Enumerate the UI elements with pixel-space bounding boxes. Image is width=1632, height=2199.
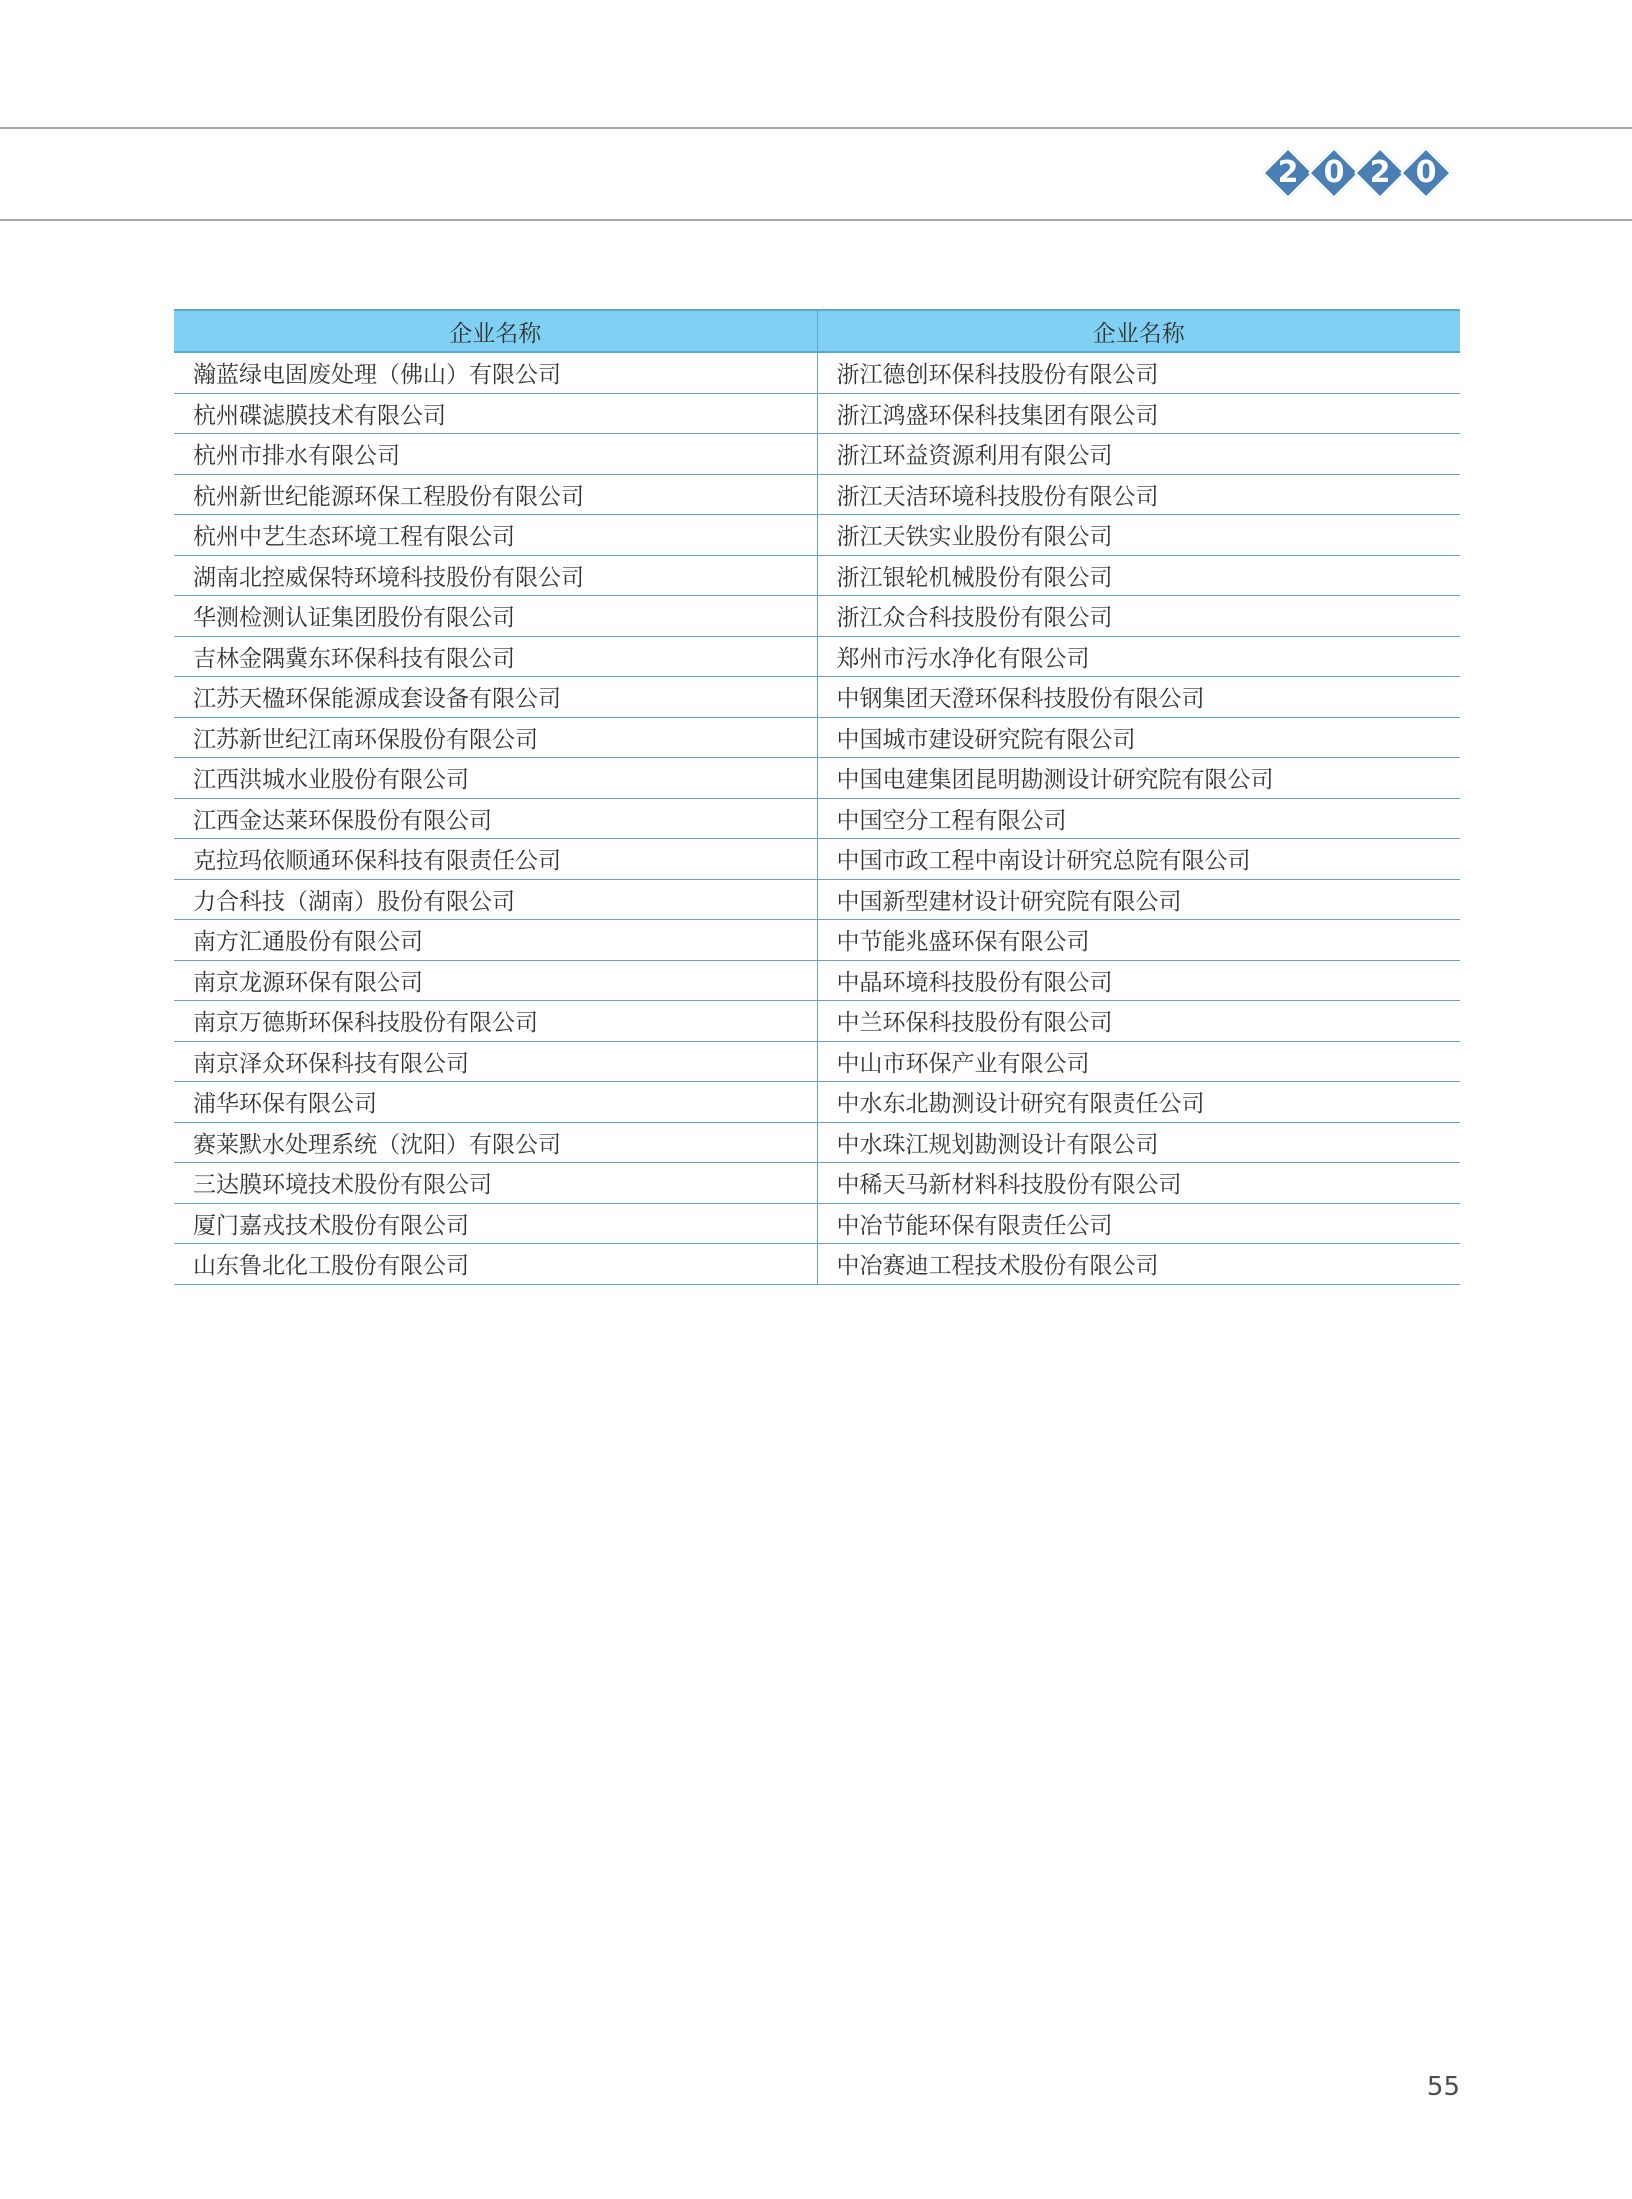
year-digit: 2 [1277, 155, 1299, 190]
company-name-right: 中国城市建设研究院有限公司 [817, 717, 1460, 758]
table-row [174, 555, 1460, 596]
table-row [174, 960, 1460, 1001]
page-number: 55 [1426, 2072, 1460, 2102]
company-name-right: 中稀天马新材料科技股份有限公司 [817, 1163, 1460, 1204]
table-row [174, 920, 1460, 961]
company-name-right: 中钢集团天澄环保科技股份有限公司 [817, 677, 1460, 718]
company-name-right: 浙江天铁实业股份有限公司 [817, 515, 1460, 556]
table-row [174, 1203, 1460, 1244]
company-name-left: 克拉玛依顺通环保科技有限责任公司 [174, 839, 817, 880]
table-row [174, 636, 1460, 677]
table-row [174, 717, 1460, 758]
table-row [174, 1122, 1460, 1163]
company-name-right: 中国空分工程有限公司 [817, 798, 1460, 839]
company-name-right: 中冶赛迪工程技术股份有限公司 [817, 1244, 1460, 1285]
table-row [174, 798, 1460, 839]
company-name-right: 浙江众合科技股份有限公司 [817, 596, 1460, 637]
table-row [174, 677, 1460, 718]
company-name-left: 瀚蓝绿电固废处理（佛山）有限公司 [174, 352, 817, 393]
company-name-right: 中国电建集团昆明勘测设计研究院有限公司 [817, 758, 1460, 799]
table-row [174, 1041, 1460, 1082]
table-row [174, 434, 1460, 475]
table-row [174, 1244, 1460, 1285]
year-digit: 0 [1323, 155, 1345, 190]
year-digit: 2 [1369, 155, 1391, 190]
table-row [174, 1001, 1460, 1042]
column-header-left: 企业名称 [174, 310, 817, 352]
year-digit-diamond [1400, 147, 1452, 199]
company-name-right: 中水东北勘测设计研究有限责任公司 [817, 1082, 1460, 1123]
company-name-right: 中兰环保科技股份有限公司 [817, 1001, 1460, 1042]
table-row [174, 839, 1460, 880]
column-header-right: 企业名称 [817, 310, 1460, 352]
company-name-left: 南京龙源环保有限公司 [174, 960, 817, 1001]
company-name-left: 南京泽众环保科技有限公司 [174, 1041, 817, 1082]
company-name-right: 中山市环保产业有限公司 [817, 1041, 1460, 1082]
company-name-left: 力合科技（湖南）股份有限公司 [174, 879, 817, 920]
table-header-row [174, 310, 1460, 352]
header-top-rule [0, 127, 1632, 129]
company-name-left: 江西金达莱环保股份有限公司 [174, 798, 817, 839]
company-name-left: 杭州新世纪能源环保工程股份有限公司 [174, 474, 817, 515]
company-name-left: 华测检测认证集团股份有限公司 [174, 596, 817, 637]
table-row [174, 474, 1460, 515]
company-name-right: 浙江环益资源利用有限公司 [817, 434, 1460, 475]
table-row [174, 393, 1460, 434]
company-name-right: 浙江德创环保科技股份有限公司 [817, 352, 1460, 393]
company-name-left: 吉林金隅冀东环保科技有限公司 [174, 636, 817, 677]
company-name-left: 江西洪城水业股份有限公司 [174, 758, 817, 799]
company-name-right: 中冶节能环保有限责任公司 [817, 1203, 1460, 1244]
company-name-left: 江苏新世纪江南环保股份有限公司 [174, 717, 817, 758]
company-name-left: 南京万德斯环保科技股份有限公司 [174, 1001, 817, 1042]
company-name-right: 中国新型建材设计研究院有限公司 [817, 879, 1460, 920]
table-row [174, 1163, 1460, 1204]
table-row [174, 879, 1460, 920]
company-name-left: 湖南北控威保特环境科技股份有限公司 [174, 555, 817, 596]
company-name-left: 赛莱默水处理系统（沈阳）有限公司 [174, 1122, 817, 1163]
year-badge [1262, 143, 1462, 203]
year-digit-diamond [1262, 147, 1314, 199]
company-name-left: 山东鲁北化工股份有限公司 [174, 1244, 817, 1285]
company-name-left: 三达膜环境技术股份有限公司 [174, 1163, 817, 1204]
year-digit-diamond [1308, 147, 1360, 199]
company-name-right: 中国市政工程中南设计研究总院有限公司 [817, 839, 1460, 880]
company-name-left: 江苏天楹环保能源成套设备有限公司 [174, 677, 817, 718]
company-name-right: 浙江银轮机械股份有限公司 [817, 555, 1460, 596]
company-name-left: 杭州碟滤膜技术有限公司 [174, 393, 817, 434]
company-name-right: 郑州市污水净化有限公司 [817, 636, 1460, 677]
table-row [174, 758, 1460, 799]
table-row [174, 1082, 1460, 1123]
company-name-left: 南方汇通股份有限公司 [174, 920, 817, 961]
company-name-right: 中晶环境科技股份有限公司 [817, 960, 1460, 1001]
company-name-left: 浦华环保有限公司 [174, 1082, 817, 1123]
company-name-left: 厦门嘉戎技术股份有限公司 [174, 1203, 817, 1244]
company-table [174, 309, 1460, 1285]
table-row [174, 596, 1460, 637]
company-name-left: 杭州中艺生态环境工程有限公司 [174, 515, 817, 556]
company-name-right: 中水珠江规划勘测设计有限公司 [817, 1122, 1460, 1163]
table-row [174, 515, 1460, 556]
year-digit-diamond [1354, 147, 1406, 199]
year-digit: 0 [1415, 155, 1437, 190]
header-bottom-rule [0, 219, 1632, 221]
company-name-right: 中节能兆盛环保有限公司 [817, 920, 1460, 961]
company-name-right: 浙江鸿盛环保科技集团有限公司 [817, 393, 1460, 434]
company-name-right: 浙江天洁环境科技股份有限公司 [817, 474, 1460, 515]
table-body [174, 352, 1460, 1284]
table-row [174, 352, 1460, 393]
company-name-left: 杭州市排水有限公司 [174, 434, 817, 475]
